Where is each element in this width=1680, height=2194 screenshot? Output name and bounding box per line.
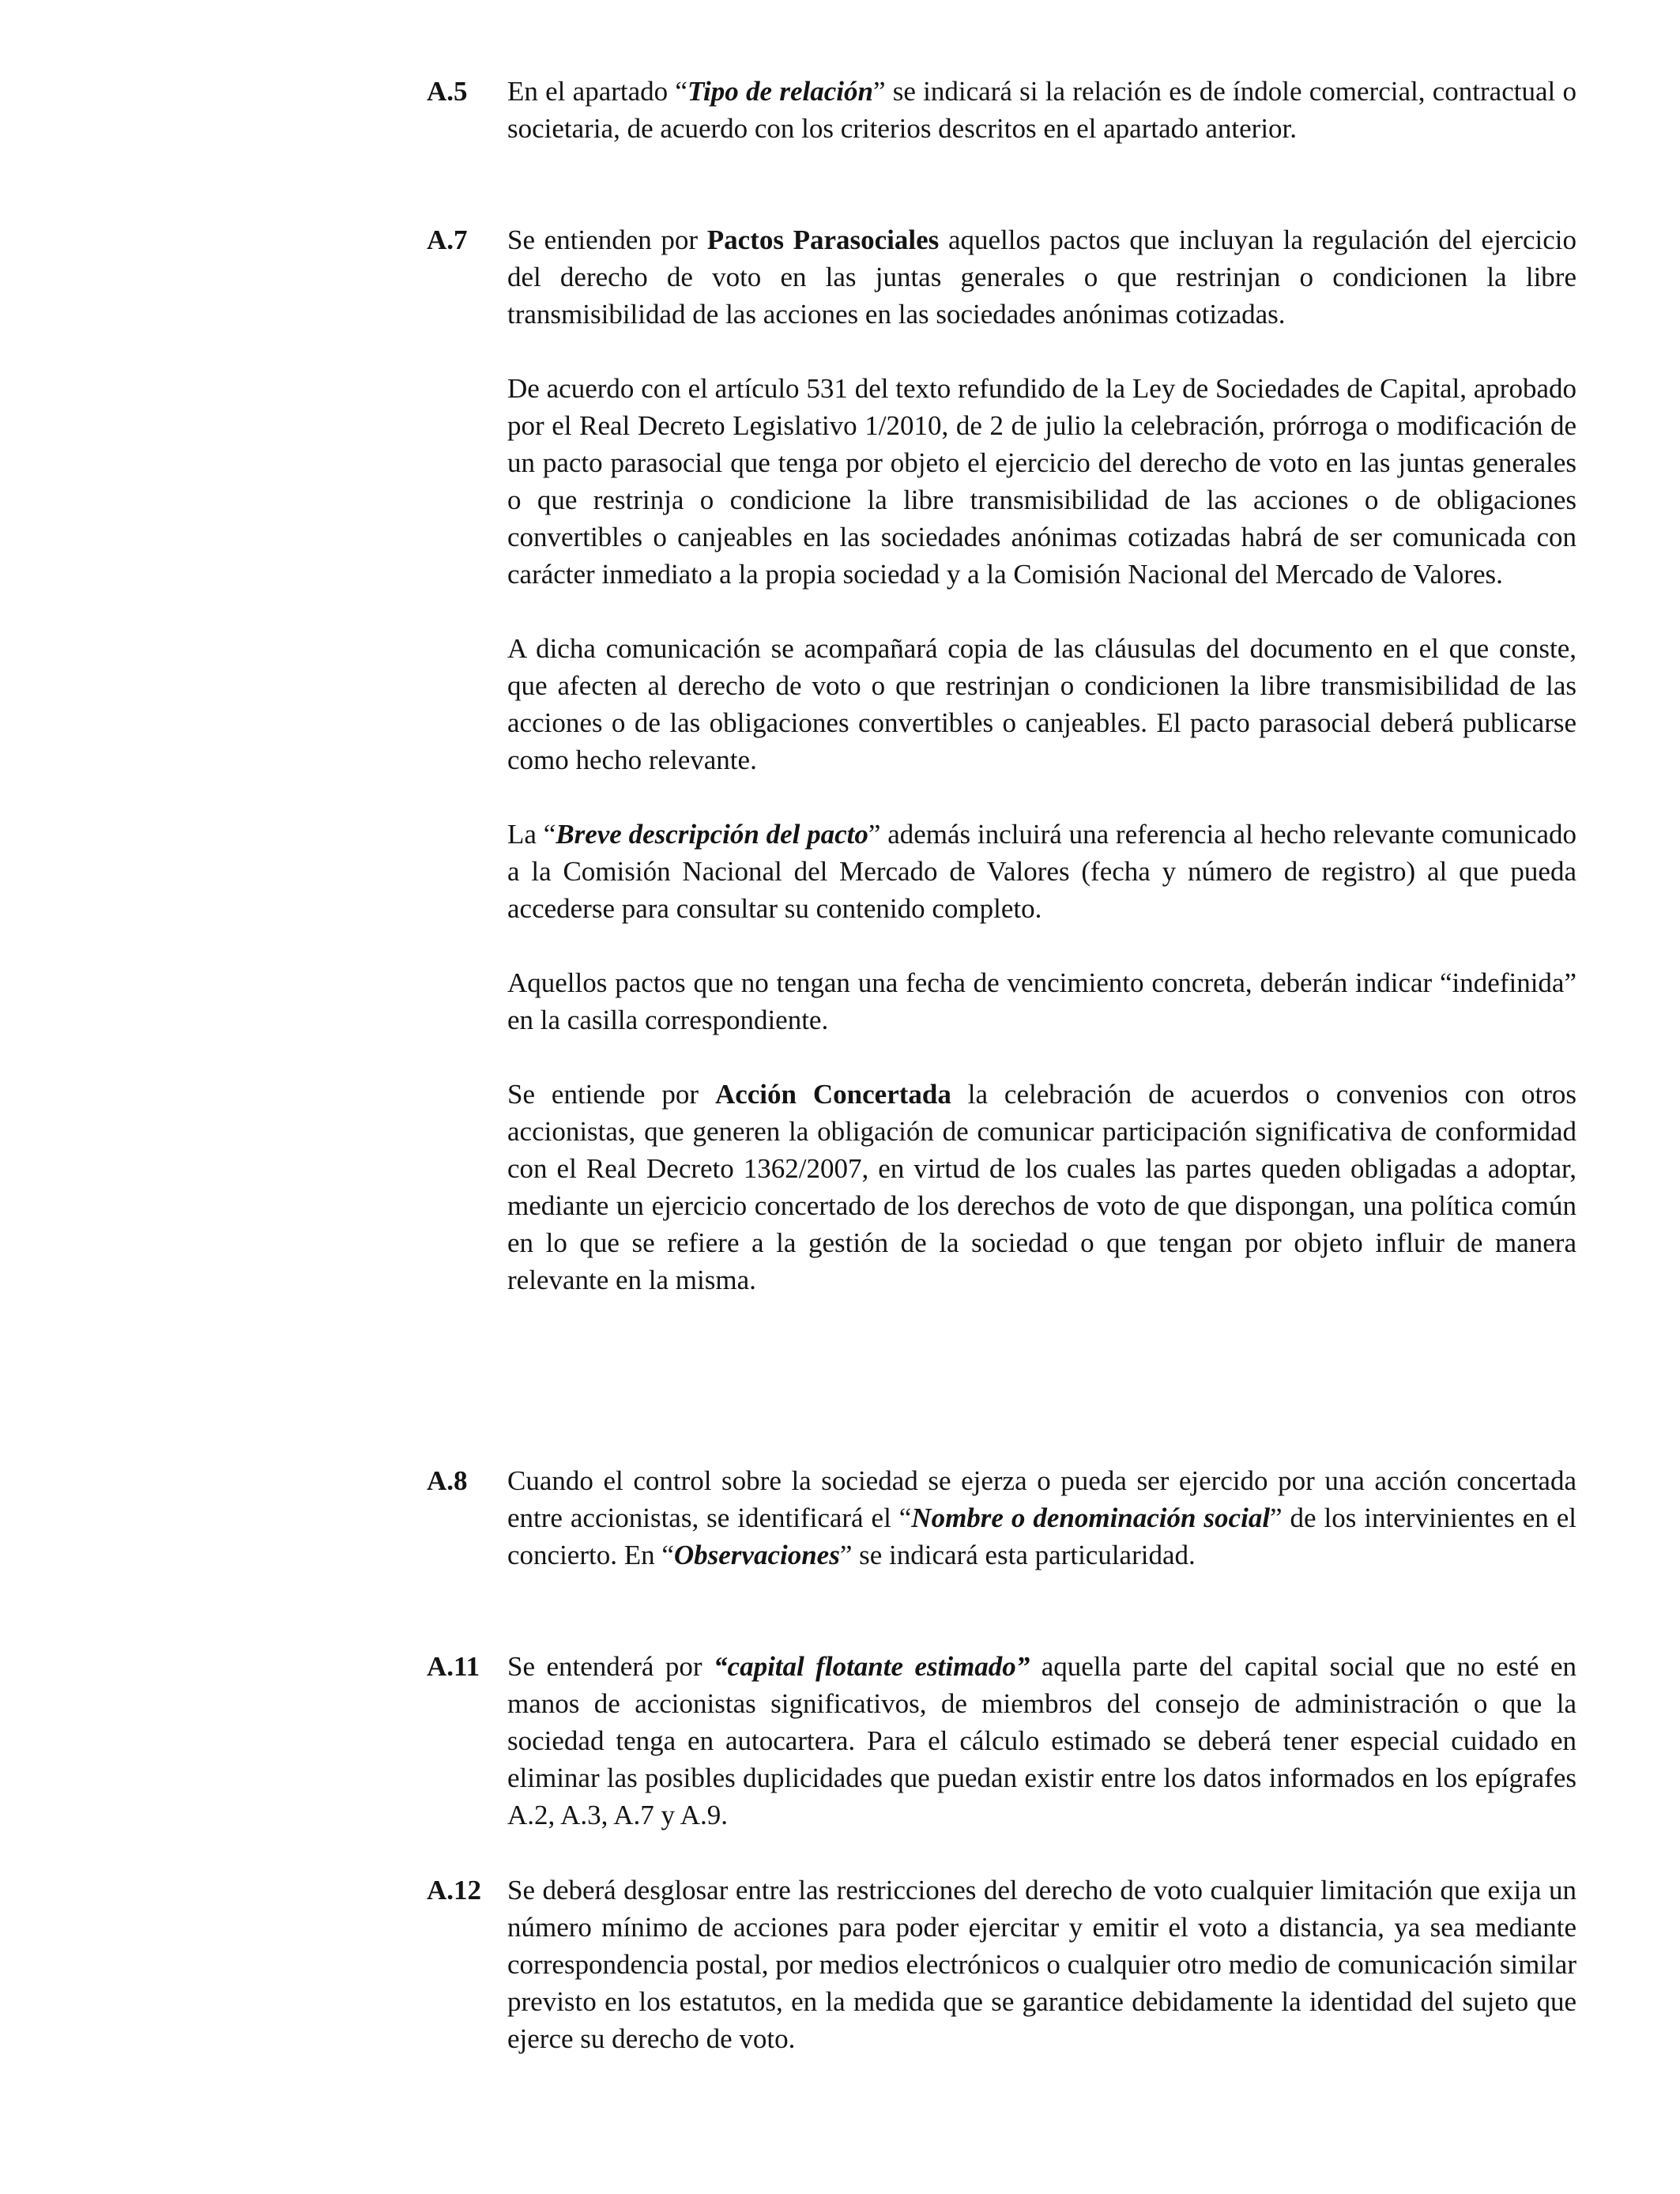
text-run: aquellos pactos que incluyan la regulación del ejercicio del derecho de voto en las juntas generales o que restrinjan o condicionen la libre transmisibilidad de las acciones en las sociedades anónimas cotizadas.	[507, 224, 1576, 330]
section-body	[507, 221, 1576, 1299]
text-run: ” de los intervinientes en el concierto. En “	[507, 1502, 1576, 1570]
section-body	[507, 1462, 1576, 1574]
paragraph: Aquellos pactos que no tengan una fecha de vencimiento concreta, deberán indicar “indefinida” en la casilla correspondiente.	[507, 967, 1576, 1035]
section-body	[507, 1648, 1576, 1834]
text-run: En el apartado “	[507, 76, 687, 107]
section-body	[507, 1872, 1576, 2057]
bold-term: Pactos Parasociales	[706, 224, 940, 255]
text-run: La “	[507, 819, 556, 850]
text-run: Cuando el control sobre la sociedad se ejerza o pueda ser ejercido por una acción concertada entre accionistas, se identificará el “	[507, 1465, 1576, 1533]
section-a7	[427, 221, 1576, 1299]
paragraph	[507, 1462, 1576, 1574]
section-a5	[427, 73, 1576, 147]
emphasis-term: “capital flotante estimado”	[714, 1651, 1030, 1682]
section-body	[507, 73, 1576, 147]
text-run: Se entenderá por	[507, 1651, 714, 1682]
section-label: A.7	[427, 224, 468, 255]
emphasis-term: Breve descripción del pacto	[556, 819, 868, 850]
section-a8	[427, 1462, 1576, 1574]
section-label: A.8	[427, 1465, 468, 1496]
text-run: ” además incluirá una referencia al hecho relevante comunicado a la Comisión Nacional del Mercado de Valores (fecha y número de registro) al que pueda accederse para consultar su contenido completo.	[507, 819, 1576, 924]
paragraph: De acuerdo con el artículo 531 del texto refundido de la Ley de Sociedades de Capital, aprobado por el Real Decreto Legislativo 1/2010, de 2 de julio la celebración, prórroga o modificación de un pacto parasocial que tenga por objeto el ejercicio del derecho de voto en las juntas generales o que restrinja o condicione la libre transmisibilidad de las acciones o de obligaciones convertibles o canjeables en las sociedades anónimas cotizadas habrá de ser comunicada con carácter inmediato a la propia sociedad y a la Comisión Nacional del Mercado de Valores.	[507, 373, 1576, 590]
text-run: ” se indicará esta particularidad.	[839, 1540, 1196, 1570]
text-run: ” se indicará si la relación es de índole comercial, contractual o societaria, de acuerdo con los criterios descritos en el apartado anterior.	[507, 76, 1576, 144]
emphasis-term: Observaciones	[673, 1540, 840, 1570]
paragraph: Se deberá desglosar entre las restricciones del derecho de voto cualquier limitación que exija un número mínimo de acciones para poder ejercitar y emitir el voto a distancia, ya sea mediante correspondencia postal, por medios electrónicos o cualquier otro medio de comunicación similar previsto en los estatutos, en la medida que se garantice debidamente la identidad del sujeto que ejerce su derecho de voto.	[507, 1875, 1576, 2054]
text-run: aquella parte del capital social que no esté en manos de accionistas significativos, de miembros del consejo de administración o que la sociedad tenga en autocartera. Para el cálculo estimado se deberá tener especial cuidado en eliminar las posibles duplicidades que puedan existir entre los datos informados en los epígrafes A.2, A.3, A.7 y A.9.	[507, 1651, 1576, 1830]
paragraph	[507, 1648, 1576, 1834]
paragraph	[507, 1076, 1576, 1299]
paragraph	[507, 73, 1576, 147]
section-label: A.11	[427, 1651, 480, 1682]
paragraph	[507, 816, 1576, 927]
text-run: Se entiende por	[507, 1079, 715, 1110]
emphasis-term: Nombre o denominación social	[911, 1502, 1271, 1533]
paragraph: A dicha comunicación se acompañará copia de las cláusulas del documento en el que conste, que afecten al derecho de voto o que restrinjan o condicionen la libre transmisibilidad de las acciones o de las obligaciones convertibles o canjeables. El pacto parasocial deberá publicarse como hecho relevante.	[507, 633, 1576, 775]
section-a11	[427, 1648, 1576, 1834]
section-a12	[427, 1872, 1576, 2057]
text-run: Se entienden por	[507, 224, 707, 255]
paragraph	[507, 221, 1576, 333]
text-run: la celebración de acuerdos o convenios con otros accionistas, que generen la obligación de comunicar participación significativa de conformidad con el Real Decreto 1362/2007, en virtud de los cuales las partes queden obligadas a adoptar, mediante un ejercicio concertado de los derechos de voto de que dispongan, una política común en lo que se refiere a la gestión de la sociedad o que tengan por objeto influir de manera relevante en la misma.	[507, 1079, 1576, 1295]
section-label: A.5	[427, 76, 468, 107]
emphasis-term: Tipo de relación	[687, 76, 873, 107]
section-label: A.12	[427, 1875, 482, 1906]
bold-term: Acción Concertada	[714, 1079, 951, 1110]
